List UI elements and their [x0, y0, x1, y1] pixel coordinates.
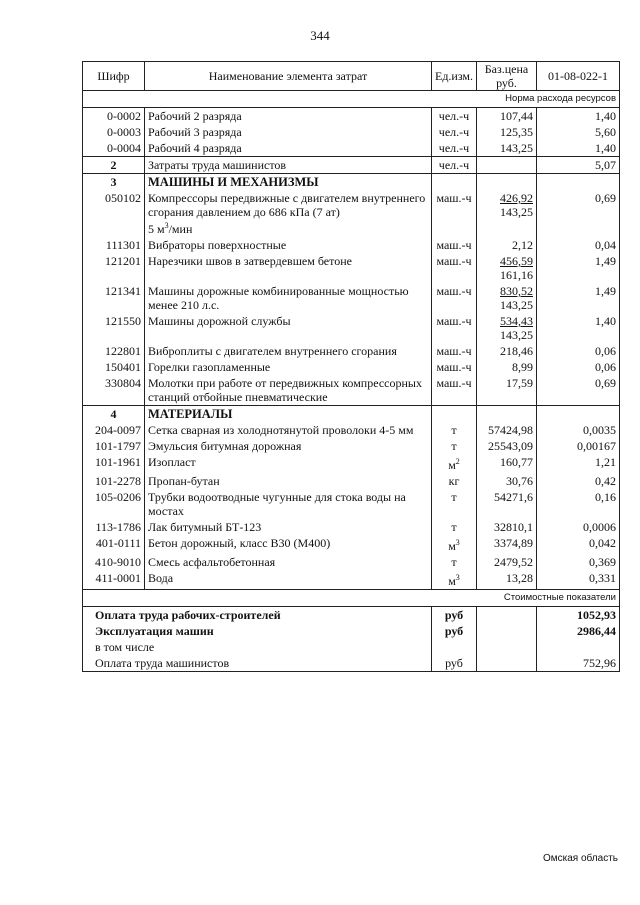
cell-unit: маш.-ч — [432, 283, 477, 313]
cell-price: 107,44 — [477, 108, 537, 125]
cell-unit: т — [432, 422, 477, 438]
cell-norm: 0,04 — [537, 237, 620, 253]
cell-norm: 1,40 — [537, 313, 620, 343]
table-row — [83, 489, 620, 519]
cost-name: Оплата труда машинистов — [83, 655, 432, 672]
table-row — [83, 237, 620, 253]
cell-norm: 0,0035 — [537, 422, 620, 438]
cell-price — [477, 157, 537, 174]
table-row — [83, 253, 620, 283]
cost-label: Стоимостные показатели — [83, 590, 620, 607]
cost-name: Оплата труда рабочих-строителей — [83, 607, 432, 624]
cell-unit: чел.-ч — [432, 157, 477, 174]
cell-name: Смесь асфальтобетонная — [145, 554, 432, 570]
cell-norm: 0,06 — [537, 359, 620, 375]
cell-unit: чел.-ч — [432, 124, 477, 140]
cell-code: 204-0097 — [83, 422, 145, 438]
cell-name: Изопласт — [145, 454, 432, 473]
cell-norm: 0,369 — [537, 554, 620, 570]
norm-label-row — [83, 91, 620, 108]
table-row — [83, 570, 620, 590]
cell-price: 160,77 — [477, 454, 537, 473]
cost-row — [83, 655, 620, 672]
header-id: 01-08-022-1 — [537, 62, 620, 91]
cost-value: 1052,93 — [537, 607, 620, 624]
cell-unit: маш.-ч — [432, 253, 477, 283]
table-row — [83, 535, 620, 554]
cell-norm: 0,042 — [537, 535, 620, 554]
cost-unit: руб — [432, 607, 477, 624]
cost-unit — [432, 639, 477, 655]
cost-price — [477, 607, 537, 624]
cell-norm: 5,07 — [537, 157, 620, 174]
cell-name: Бетон дорожный, класс В30 (М400) — [145, 535, 432, 554]
cell-code: 121341 — [83, 283, 145, 313]
cell-price — [477, 313, 537, 343]
cell-code: 105-0206 — [83, 489, 145, 519]
cost-price — [477, 655, 537, 672]
cell-price — [477, 283, 537, 313]
cell-price: 218,46 — [477, 343, 537, 359]
cell-unit: кг — [432, 473, 477, 489]
cell-norm: 1,40 — [537, 108, 620, 125]
cell-name: Сетка сварная из холоднотянутой проволоки 4-5 мм — [145, 422, 432, 438]
cell-price: 2,12 — [477, 237, 537, 253]
cell-unit: т — [432, 519, 477, 535]
cell-price: 143,25 — [477, 140, 537, 157]
cell-unit: $м^3$ — [432, 570, 477, 590]
cell-code: 0-0004 — [83, 140, 145, 157]
cost-value: 2986,44 — [537, 623, 620, 639]
cell-norm: 0,331 — [537, 570, 620, 590]
cell-code: 2 — [83, 157, 145, 174]
price-value: 426,92 — [500, 191, 533, 205]
cost-row — [83, 623, 620, 639]
cell-price — [477, 406, 537, 423]
cell-code: 0-0003 — [83, 124, 145, 140]
cell-unit: маш.-ч — [432, 190, 477, 237]
cell-price — [477, 253, 537, 283]
cell-unit: т — [432, 438, 477, 454]
price-value-secondary: 143,25 — [500, 328, 533, 342]
cell-unit: $м^3$ — [432, 535, 477, 554]
cost-value: 752,96 — [537, 655, 620, 672]
cell-unit: т — [432, 489, 477, 519]
cell-norm: 1,40 — [537, 140, 620, 157]
cell-name: Трубки водоотводные чугунные для стока воды на мостах — [145, 489, 432, 519]
cell-price: 125,35 — [477, 124, 537, 140]
cell-price: 30,76 — [477, 473, 537, 489]
table-row — [83, 554, 620, 570]
cell-code: 101-1797 — [83, 438, 145, 454]
cost-row — [83, 639, 620, 655]
resource-table — [82, 61, 620, 672]
cell-code: 101-1961 — [83, 454, 145, 473]
cell-norm — [537, 406, 620, 423]
price-value-secondary: 161,16 — [500, 268, 533, 282]
cell-name: МАШИНЫ И МЕХАНИЗМЫ — [145, 174, 432, 191]
cell-norm: 0,69 — [537, 190, 620, 237]
table-row — [83, 359, 620, 375]
cost-price — [477, 639, 537, 655]
cell-name: Затраты труда машинистов — [145, 157, 432, 174]
cell-code: 0-0002 — [83, 108, 145, 125]
section-heading-row — [83, 406, 620, 423]
cell-price: 8,99 — [477, 359, 537, 375]
cell-name: Молотки при работе от передвижных компрессорных станций отбойные пневматические — [145, 375, 432, 406]
cell-unit: маш.-ч — [432, 359, 477, 375]
section-heading-row — [83, 174, 620, 191]
table-row — [83, 157, 620, 174]
cell-code: 113-1786 — [83, 519, 145, 535]
cell-name: Эмульсия битумная дорожная — [145, 438, 432, 454]
cell-norm: 0,00167 — [537, 438, 620, 454]
cell-code: 330804 — [83, 375, 145, 406]
cost-unit: руб — [432, 655, 477, 672]
cell-price: 2479,52 — [477, 554, 537, 570]
price-value-secondary: 143,25 — [500, 298, 533, 312]
cell-name: Нарезчики швов в затвердевшем бетоне — [145, 253, 432, 283]
cell-name: МАТЕРИАЛЫ — [145, 406, 432, 423]
cell-code: 411-0001 — [83, 570, 145, 590]
cost-price — [477, 623, 537, 639]
cell-price: 13,28 — [477, 570, 537, 590]
cell-price: 54271,6 — [477, 489, 537, 519]
table-row — [83, 375, 620, 406]
table-row — [83, 283, 620, 313]
table-row — [83, 140, 620, 157]
table-row — [83, 422, 620, 438]
cell-name: Горелки газопламенные — [145, 359, 432, 375]
cell-price: 57424,98 — [477, 422, 537, 438]
cell-norm: 5,60 — [537, 124, 620, 140]
table-row — [83, 519, 620, 535]
cell-norm: 0,42 — [537, 473, 620, 489]
cell-unit: $м^2$ — [432, 454, 477, 473]
price-value: 534,43 — [500, 314, 533, 328]
table-row — [83, 473, 620, 489]
cost-value — [537, 639, 620, 655]
cell-norm: 1,21 — [537, 454, 620, 473]
cell-name: Рабочий 3 разряда — [145, 124, 432, 140]
cell-name: Вода — [145, 570, 432, 590]
cell-price: 17,59 — [477, 375, 537, 406]
cell-code: 121550 — [83, 313, 145, 343]
norm-label: Норма расхода ресурсов — [83, 91, 620, 108]
cell-code: 121201 — [83, 253, 145, 283]
cost-row — [83, 607, 620, 624]
header-unit: Ед.изм. — [432, 62, 477, 91]
table-header — [83, 62, 620, 91]
cell-name: Пропан-бутан — [145, 473, 432, 489]
cell-name: Рабочий 4 разряда — [145, 140, 432, 157]
cost-name: в том числе — [83, 639, 432, 655]
cell-code: 050102 — [83, 190, 145, 237]
cell-code: 150401 — [83, 359, 145, 375]
cell-unit: маш.-ч — [432, 343, 477, 359]
cell-norm: 0,06 — [537, 343, 620, 359]
page-number: 344 — [310, 28, 330, 43]
cell-unit — [432, 174, 477, 191]
cell-code: 4 — [83, 406, 145, 423]
table-row — [83, 313, 620, 343]
table-row — [83, 343, 620, 359]
header-code: Шифр — [83, 62, 145, 91]
table-row — [83, 124, 620, 140]
cell-norm: 0,0006 — [537, 519, 620, 535]
cell-name: Виброплиты с двигателем внутреннего сгорания — [145, 343, 432, 359]
price-value: 456,59 — [500, 254, 533, 268]
cell-code: 401-0111 — [83, 535, 145, 554]
cell-price: 25543,09 — [477, 438, 537, 454]
cell-unit: маш.-ч — [432, 313, 477, 343]
cell-price: 3374,89 — [477, 535, 537, 554]
cell-unit: чел.-ч — [432, 108, 477, 125]
cell-norm: 1,49 — [537, 253, 620, 283]
cell-price — [477, 174, 537, 191]
cost-name: Эксплуатация машин — [83, 623, 432, 639]
cost-unit: руб — [432, 623, 477, 639]
cell-name: Машины дорожные комбинированные мощностью менее 210 л.с. — [145, 283, 432, 313]
header-price: Баз.цена руб. — [477, 62, 537, 91]
cell-name: Машины дорожной службы — [145, 313, 432, 343]
cell-code: 410-9010 — [83, 554, 145, 570]
cell-code: 122801 — [83, 343, 145, 359]
table-row — [83, 438, 620, 454]
header-name: Наименование элемента затрат — [145, 62, 432, 91]
cell-name: Компрессоры передвижные с двигателем внутреннего сгорания давлением до 686 кПа (7 ат) 5 $м^3$/мин — [145, 190, 432, 237]
cell-name: Рабочий 2 разряда — [145, 108, 432, 125]
table-row — [83, 454, 620, 473]
cell-norm: 0,16 — [537, 489, 620, 519]
cell-price: 32810,1 — [477, 519, 537, 535]
cell-unit: маш.-ч — [432, 375, 477, 406]
cost-label-row — [83, 590, 620, 607]
cell-norm: 0,69 — [537, 375, 620, 406]
cell-unit: т — [432, 554, 477, 570]
cell-name: Вибраторы поверхностные — [145, 237, 432, 253]
cell-code: 101-2278 — [83, 473, 145, 489]
cell-name: Лак битумный БТ-123 — [145, 519, 432, 535]
footer-region: Омская область — [542, 853, 618, 864]
cell-code: 111301 — [83, 237, 145, 253]
table-row — [83, 190, 620, 237]
cell-code: 3 — [83, 174, 145, 191]
cell-unit — [432, 406, 477, 423]
table-row — [83, 108, 620, 125]
cell-norm: 1,49 — [537, 283, 620, 313]
price-value-secondary: 143,25 — [500, 205, 533, 219]
price-value: 830,52 — [500, 284, 533, 298]
cell-unit: чел.-ч — [432, 140, 477, 157]
cell-norm — [537, 174, 620, 191]
cell-price — [477, 190, 537, 237]
cell-unit: маш.-ч — [432, 237, 477, 253]
